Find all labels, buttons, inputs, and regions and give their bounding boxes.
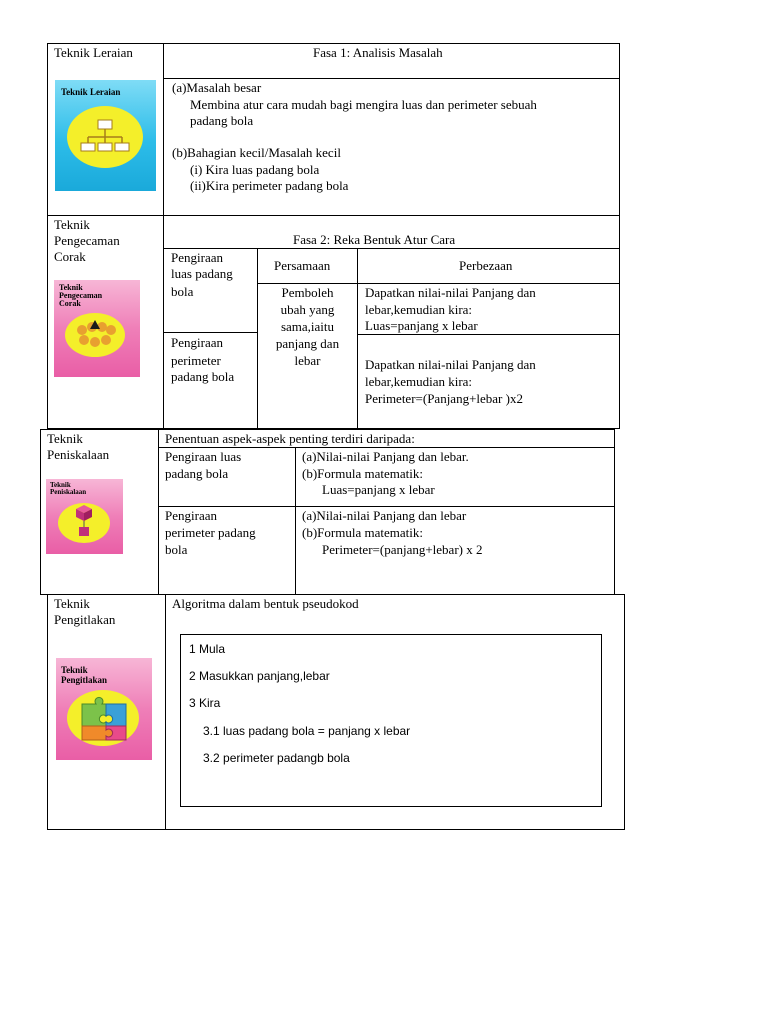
aspek-header: Penentuan aspek-aspek penting terdiri daripada: <box>165 431 415 446</box>
technique-label-line1: Teknik <box>47 431 83 446</box>
hierarchy-icon <box>55 80 156 191</box>
row1-content-line1: (a)Nilai-nilai Panjang dan lebar. <box>302 449 469 464</box>
row2-label-line1: Pengiraan <box>171 335 223 350</box>
pseudocode-step: 1 Mula <box>189 642 226 656</box>
problem-small-title: (b)Bahagian kecil/Masalah kecil <box>172 145 341 160</box>
technique-label-line2: Pengecaman <box>54 233 120 248</box>
row2-content-line1: (a)Nilai-nilai Panjang dan lebar <box>302 508 467 523</box>
problem-small-item-2: (ii)Kira perimeter padang bola <box>190 178 349 193</box>
pseudocode-box <box>180 634 602 807</box>
pseudocode-step: 2 Masukkan panjang,lebar <box>189 669 330 683</box>
col-perbezaan-header: Perbezaan <box>459 258 513 273</box>
pseudocode-step: 3.2 perimeter padangb bola <box>203 751 350 765</box>
phase-2-header: Fasa 2: Reka Bentuk Atur Cara <box>293 232 456 247</box>
pseudocode-step: 3.1 luas padang bola = panjang x lebar <box>203 724 411 738</box>
persamaan-cell <box>258 284 357 369</box>
perbezaan1-line2: lebar,kemudian kira: <box>365 302 473 317</box>
row1-content-line3: Luas=panjang x lebar <box>322 482 435 497</box>
technique-label-line1: Teknik <box>54 217 90 232</box>
perbezaan2-line1: Dapatkan nilai-nilai Panjang dan <box>365 357 536 372</box>
abstraction-icon <box>46 479 123 554</box>
card-title-line3: Corak <box>59 299 81 308</box>
row2-label-line2: perimeter <box>171 353 221 368</box>
technique-label-line2: Peniskalaan <box>47 447 110 462</box>
persamaan-line: panjang dan <box>275 336 340 351</box>
row1-label-line2: padang bola <box>165 466 229 481</box>
persamaan-line: ubah yang <box>280 302 335 317</box>
persamaan-line: Pemboleh <box>281 285 334 300</box>
technique-label: Teknik Leraian <box>54 45 133 60</box>
perbezaan2-line3: Perimeter=(Panjang+lebar )x2 <box>365 391 523 406</box>
technique-label-line3: Corak <box>54 249 86 264</box>
card-title-line2: Peniskalaan <box>50 488 87 496</box>
card-title-line1: Teknik <box>59 283 83 292</box>
row2-label-line1: Pengiraan <box>165 508 217 523</box>
persamaan-line: lebar <box>294 353 321 368</box>
row2-content-line3: Perimeter=(panjang+lebar) x 2 <box>322 542 483 557</box>
card-title-line1: Teknik <box>61 665 88 675</box>
row2-label-line2: perimeter padang <box>165 525 256 540</box>
card-title: Teknik Leraian <box>61 87 121 97</box>
problem-big-text-line1: Membina atur cara mudah bagi mengira luas dan perimeter sebuah <box>190 97 537 112</box>
problem-big-text-line2: padang bola <box>190 113 254 128</box>
perbezaan1-line1: Dapatkan nilai-nilai Panjang dan <box>365 285 536 300</box>
perbezaan1-line3: Luas=panjang x lebar <box>365 318 478 333</box>
technique-label-line2: Pengitlakan <box>54 612 116 627</box>
col-persamaan-header: Persamaan <box>274 258 331 273</box>
perbezaan2-line2: lebar,kemudian kira: <box>365 374 473 389</box>
phase-1-header: Fasa 1: Analisis Masalah <box>313 45 443 60</box>
teknik-pengecaman-corak-card <box>54 280 140 377</box>
row2-label-line3: bola <box>165 542 188 557</box>
puzzle-icon <box>56 658 152 760</box>
row1-label-line1: Pengiraan luas <box>165 449 242 464</box>
row1-label-line1: Pengiraan <box>171 250 223 265</box>
problem-small-item-1: (i) Kira luas padang bola <box>190 162 320 177</box>
row1-label-line3: bola <box>171 284 194 299</box>
teknik-peniskalaan-card <box>46 479 123 554</box>
card-title-line2: Pengitlakan <box>61 675 108 685</box>
row1-content-line2: (b)Formula matematik: <box>302 466 423 481</box>
row2-content-line2: (b)Formula matematik: <box>302 525 423 540</box>
problem-big-title: (a)Masalah besar <box>172 80 262 95</box>
teknik-leraian-card <box>55 80 156 191</box>
pseudocode-step: 3 Kira <box>189 696 221 710</box>
teknik-pengitlakan-card <box>56 658 152 760</box>
pseudocode-header: Algoritma dalam bentuk pseudokod <box>172 596 359 611</box>
card-title-line1: Teknik <box>50 481 71 489</box>
persamaan-line: sama,iaitu <box>280 319 335 334</box>
row1-label-line2: luas padang <box>171 266 233 281</box>
pattern-icon <box>54 280 140 377</box>
row2-label-line3: padang bola <box>171 369 235 384</box>
card-title-line2: Pengecaman <box>59 291 103 300</box>
technique-label-line1: Teknik <box>54 596 90 611</box>
